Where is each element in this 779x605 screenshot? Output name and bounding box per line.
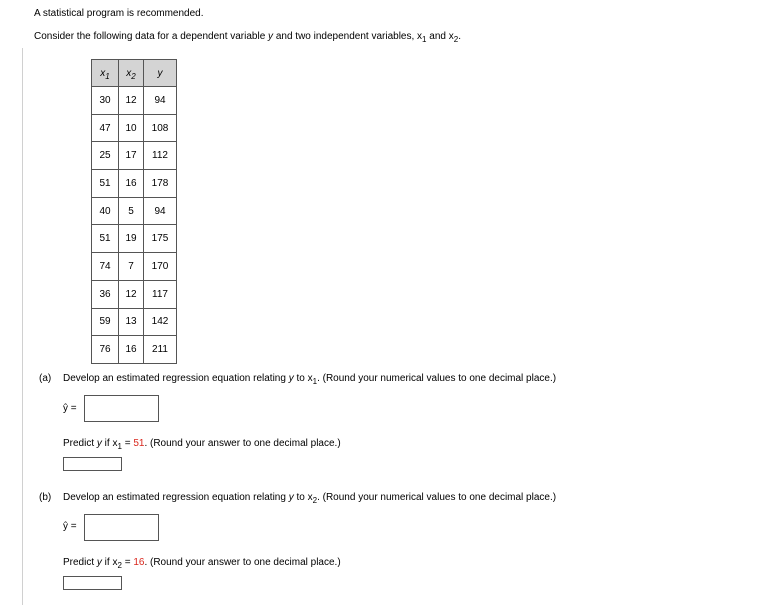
table-cell: 16 <box>119 336 144 364</box>
table-row <box>92 87 177 115</box>
table-cell: 5 <box>119 197 144 225</box>
part-b-label: (b) <box>39 492 52 503</box>
table-cell: 47 <box>92 114 119 142</box>
table-cell: 17 <box>119 142 144 170</box>
table-cell: 25 <box>92 142 119 170</box>
table-cell: 13 <box>119 308 144 336</box>
table-cell: 51 <box>92 225 119 253</box>
table-row <box>92 336 177 364</box>
table-cell: 16 <box>119 170 144 198</box>
part-a-predict-prompt: Predict y if $x_1 = 51$. (Round your answer to one decimal place.) <box>63 438 341 451</box>
table-cell: 10 <box>119 114 144 142</box>
table-cell: 211 <box>144 336 177 364</box>
table-cell: 7 <box>119 253 144 281</box>
part-b-predict-input[interactable] <box>63 576 122 590</box>
part-a-label: (a) <box>39 373 52 384</box>
table-row <box>92 114 177 142</box>
header-x1: $x_1$ <box>92 60 119 87</box>
part-b-equation-input[interactable] <box>84 514 159 541</box>
part-a-yhat-label: ŷ = <box>63 403 77 414</box>
part-a-predict-value: 51 <box>133 438 145 449</box>
table-cell: 19 <box>119 225 144 253</box>
recommendation-text: A statistical program is recommended. <box>34 8 204 19</box>
table-cell: 51 <box>92 170 119 198</box>
table-cell: 108 <box>144 114 177 142</box>
table-cell: 59 <box>92 308 119 336</box>
table-row <box>92 253 177 281</box>
table-cell: 40 <box>92 197 119 225</box>
part-b-question: Develop an estimated regression equation relating y to $x_2$. (Round your numerical values to one decimal place.) <box>63 492 557 505</box>
table-cell: 142 <box>144 308 177 336</box>
table-cell: 94 <box>144 197 177 225</box>
table-row <box>92 280 177 308</box>
table-cell: 36 <box>92 280 119 308</box>
header-y: y <box>144 60 177 87</box>
table-cell: 30 <box>92 87 119 115</box>
table-row <box>92 225 177 253</box>
problem-prompt: Consider the following data for a dependent variable y and two independent variables, $x_1$ and $x_2$. <box>34 31 461 44</box>
part-a-predict-input[interactable] <box>63 457 122 471</box>
table-cell: 178 <box>144 170 177 198</box>
part-a-equation-input[interactable] <box>84 395 159 422</box>
table-header-row <box>92 60 177 87</box>
table-row <box>92 308 177 336</box>
table-cell: 12 <box>119 87 144 115</box>
data-table <box>91 59 177 364</box>
content-left-rule <box>22 48 23 605</box>
table-cell: 117 <box>144 280 177 308</box>
part-b-predict-prompt: Predict y if $x_2 = 16$. (Round your answer to one decimal place.) <box>63 557 341 570</box>
table-cell: 12 <box>119 280 144 308</box>
part-b-yhat-label: ŷ = <box>63 521 77 532</box>
part-b-predict-value: 16 <box>133 557 145 568</box>
table-row <box>92 197 177 225</box>
part-a-question: Develop an estimated regression equation relating y to $x_1$. (Round your numerical values to one decimal place.) <box>63 373 557 386</box>
table-cell: 94 <box>144 87 177 115</box>
table-cell: 175 <box>144 225 177 253</box>
table-cell: 74 <box>92 253 119 281</box>
table-cell: 170 <box>144 253 177 281</box>
table-cell: 112 <box>144 142 177 170</box>
table-cell: 76 <box>92 336 119 364</box>
table-row <box>92 170 177 198</box>
table-row <box>92 142 177 170</box>
header-x2: $x_2$ <box>119 60 144 87</box>
